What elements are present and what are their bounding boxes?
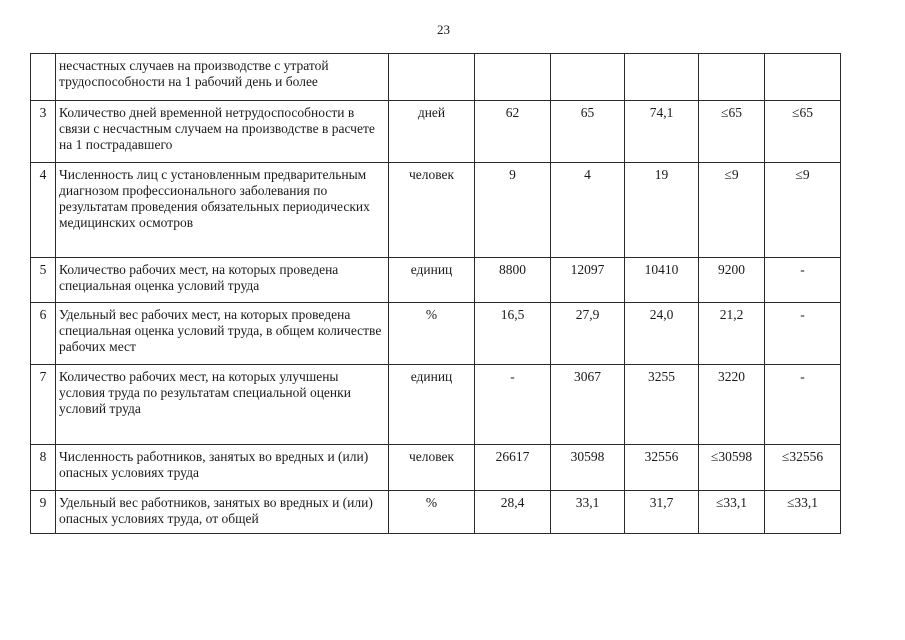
- value-cell: 31,7: [625, 491, 699, 534]
- value-cell: 27,9: [551, 303, 625, 365]
- value-cell: 74,1: [625, 101, 699, 163]
- unit-cell: [389, 54, 475, 101]
- value-cell: 19: [625, 163, 699, 258]
- table-row: [31, 54, 841, 101]
- value-cell: 4: [551, 163, 625, 258]
- indicator-name: Количество рабочих мест, на которых проведена специальная оценка условий труда: [56, 258, 389, 303]
- row-number: 6: [31, 303, 56, 365]
- value-cell: -: [475, 365, 551, 445]
- row-number: 9: [31, 491, 56, 534]
- indicator-name: Численность работников, занятых во вредных и (или) опасных условиях труда: [56, 445, 389, 491]
- value-cell: 26617: [475, 445, 551, 491]
- value-cell: ≤33,1: [765, 491, 841, 534]
- value-cell: 30598: [551, 445, 625, 491]
- value-cell: 9200: [699, 258, 765, 303]
- table-row: [31, 303, 841, 365]
- table-row: [31, 101, 841, 163]
- value-cell: 65: [551, 101, 625, 163]
- row-number: 8: [31, 445, 56, 491]
- value-cell: 28,4: [475, 491, 551, 534]
- value-cell: [551, 54, 625, 101]
- value-cell: ≤33,1: [699, 491, 765, 534]
- value-cell: 3067: [551, 365, 625, 445]
- indicator-name: Численность лиц с установленным предварительным диагнозом профессионального заболевания по результатам проведения обязательных периодических медицинских осмотров: [56, 163, 389, 258]
- value-cell: 8800: [475, 258, 551, 303]
- table-row: [31, 445, 841, 491]
- value-cell: ≤9: [699, 163, 765, 258]
- value-cell: 16,5: [475, 303, 551, 365]
- unit-cell: %: [389, 303, 475, 365]
- value-cell: 24,0: [625, 303, 699, 365]
- unit-cell: единиц: [389, 258, 475, 303]
- value-cell: [765, 54, 841, 101]
- unit-cell: единиц: [389, 365, 475, 445]
- page-number: 23: [437, 22, 450, 37]
- value-cell: -: [765, 365, 841, 445]
- indicators-table: [30, 53, 841, 534]
- table-row: [31, 163, 841, 258]
- value-cell: ≤32556: [765, 445, 841, 491]
- unit-cell: %: [389, 491, 475, 534]
- indicator-name: Количество дней временной нетрудоспособности в связи с несчастным случаем на производстве в расчете на 1 пострадавшего: [56, 101, 389, 163]
- value-cell: -: [765, 303, 841, 365]
- value-cell: -: [765, 258, 841, 303]
- unit-cell: дней: [389, 101, 475, 163]
- value-cell: ≤9: [765, 163, 841, 258]
- table-row: [31, 365, 841, 445]
- value-cell: 21,2: [699, 303, 765, 365]
- table-row: [31, 491, 841, 534]
- row-number: 7: [31, 365, 56, 445]
- value-cell: 62: [475, 101, 551, 163]
- row-number: 5: [31, 258, 56, 303]
- row-number: 4: [31, 163, 56, 258]
- value-cell: [625, 54, 699, 101]
- unit-cell: человек: [389, 445, 475, 491]
- value-cell: ≤30598: [699, 445, 765, 491]
- row-number: [31, 54, 56, 101]
- indicator-name: Удельный вес работников, занятых во вредных и (или) опасных условиях труда, от общей: [56, 491, 389, 534]
- indicator-name: Количество рабочих мест, на которых улучшены условия труда по результатам специальной оценки условий труда: [56, 365, 389, 445]
- value-cell: 3220: [699, 365, 765, 445]
- value-cell: ≤65: [699, 101, 765, 163]
- row-number: 3: [31, 101, 56, 163]
- value-cell: 9: [475, 163, 551, 258]
- indicator-name: Удельный вес рабочих мест, на которых проведена специальная оценка условий труда, в общем количестве рабочих мест: [56, 303, 389, 365]
- indicator-name: несчастных случаев на производстве с утратой трудоспособности на 1 рабочий день и более: [56, 54, 389, 101]
- value-cell: 10410: [625, 258, 699, 303]
- value-cell: ≤65: [765, 101, 841, 163]
- value-cell: 3255: [625, 365, 699, 445]
- value-cell: 32556: [625, 445, 699, 491]
- value-cell: 12097: [551, 258, 625, 303]
- table-row: [31, 258, 841, 303]
- value-cell: 33,1: [551, 491, 625, 534]
- unit-cell: человек: [389, 163, 475, 258]
- value-cell: [475, 54, 551, 101]
- value-cell: [699, 54, 765, 101]
